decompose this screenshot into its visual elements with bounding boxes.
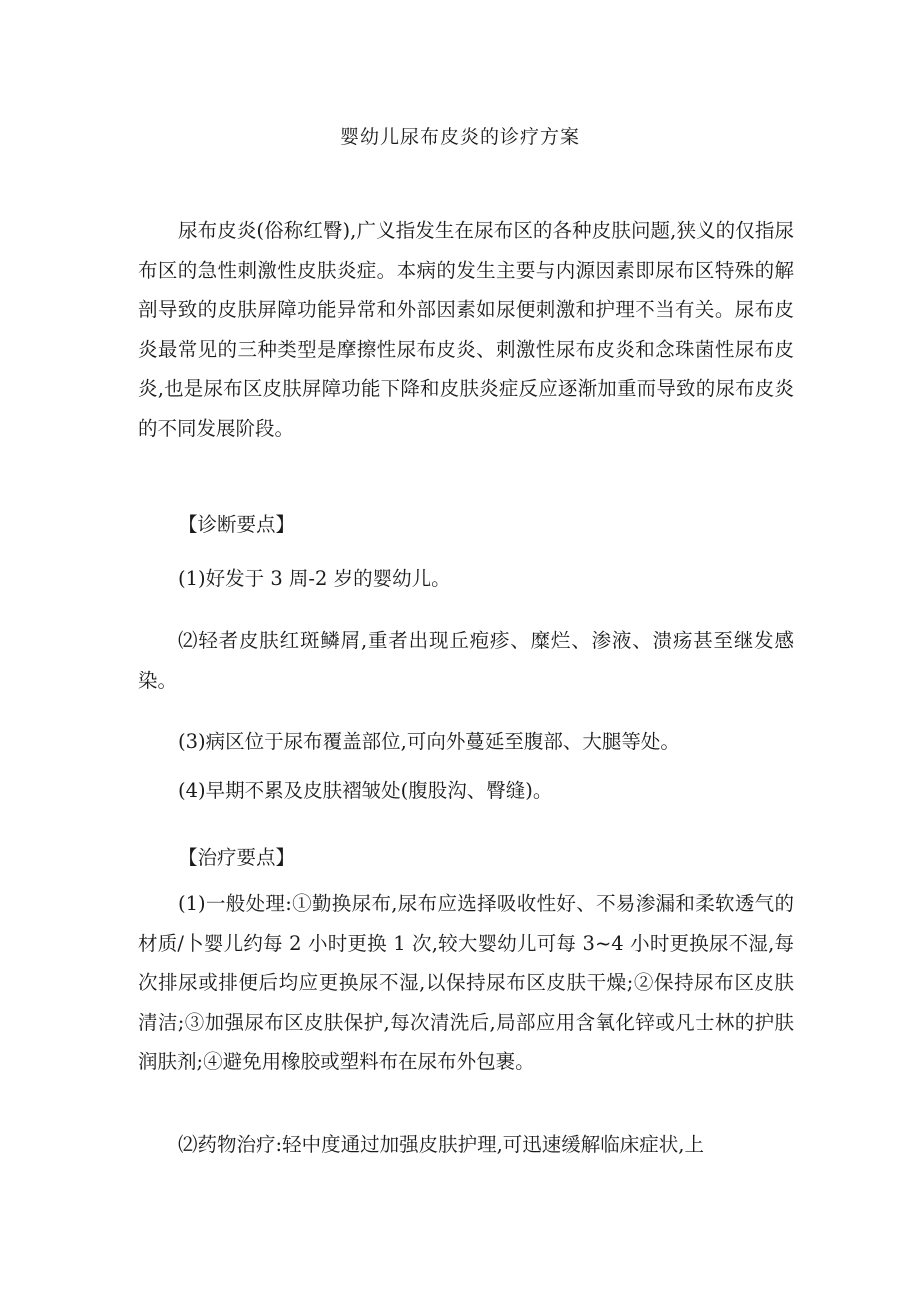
intro-paragraph: 尿布皮炎(俗称红臀),广义指发生在尿布区的各种皮肤问题,狭义的仅指尿布区的急性刺激性皮肤炎症。本病的发生主要与内源因素即尿布区特殊的解剖导致的皮肤屏障功能异常和外部因素如尿便刺激和护理不当有关。尿布皮炎最常见的三种类型是摩擦性尿布皮炎、刺激性尿布皮炎和念珠菌性尿布皮炎,也是尿布区皮肤屏障功能下降和皮肤炎症反应逐渐加重而导致的尿布皮炎的不同发展阶段。 [138, 219, 794, 440]
diagnosis-heading: 【诊断要点】 [178, 513, 296, 536]
treatment-heading: 【治疗要点】 [178, 846, 296, 869]
diagnosis-item-2: ⑵轻者皮肤红斑鳞屑,重者出现丘疱疹、糜烂、渗液、溃疡甚至继发感染。 [138, 629, 794, 692]
treatment-item-1: (1)一般处理:①勤换尿布,尿布应选择吸收性好、不易渗漏和柔软透气的材质/卜婴儿约每 2 小时更换 1 次,较大婴幼儿可每 3~4 小时更换尿不湿,每次排尿或排便后均应更换尿不湿,以保持尿布区皮肤干燥;②保持尿布区皮肤清洁;③加强尿布区皮肤保护,每次清洗后,局部应用含氧化锌或凡士林的护肤润肤剂;④避免用橡胶或塑料布在尿布外包裹。 [138, 892, 794, 1073]
diagnosis-item-1: (1)好发于 3 周-2 岁的婴幼儿。 [178, 567, 451, 590]
treatment-item-2: ⑵药物治疗:轻中度通过加强皮肤护理,可迅速缓解临床症状,上 [178, 1133, 704, 1156]
document-title: 婴幼儿尿布皮炎的诊疗方案 [339, 126, 580, 148]
diagnosis-item-3: (3)病区位于尿布覆盖部位,可向外蔓延至腹部、大腿等处。 [178, 730, 680, 753]
diagnosis-item-4: (4)早期不累及皮肤褶皱处(腹股沟、臀缝)。 [178, 779, 553, 802]
